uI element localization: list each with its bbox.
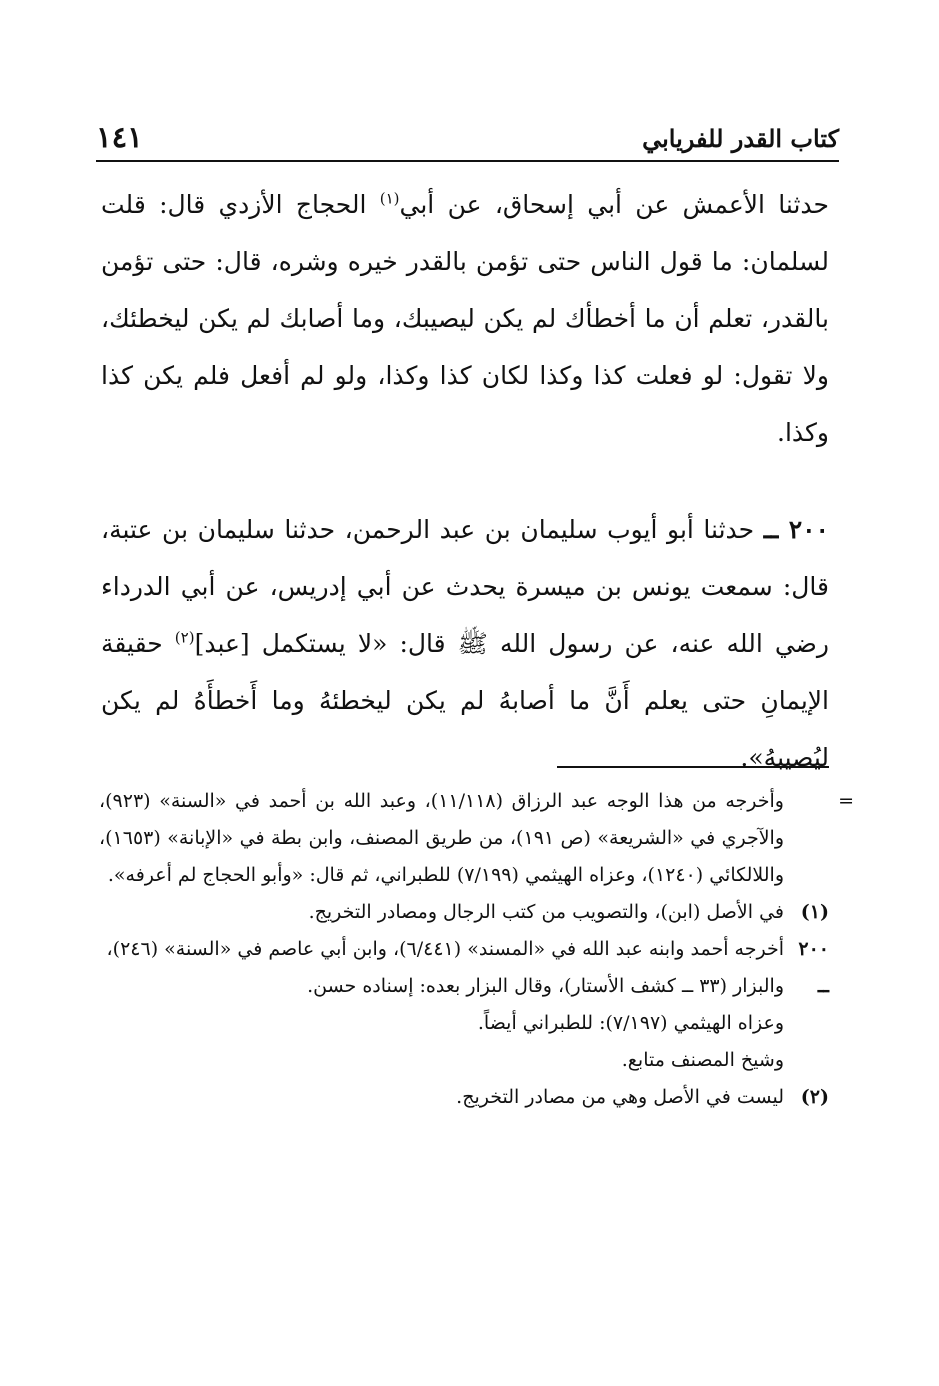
paragraph-200-text-a: حدثنا أبو أيوب سليمان بن عبد الرحمن، حدثنا سليمان بن عتبة، قال: سمعت يونس بن ميسرة يحدث عن أبي إدريس، عن أبي الدرداء رضي الله عنه، عن رسول الله ﷺ قال: «لا يستكمل [عبد] (101, 515, 829, 658)
footnote-200-line-3: وشيخ المصنف متابع. (621, 1049, 784, 1071)
footnote-continuation-text: وأخرجه من هذا الوجه عبد الرزاق (١١/١١٨)، وعبد الله بن أحمد في «السنة» (٩٢٣)، والآجري في «الشريعة» (ص ١٩١)، من طريق المصنف، وابن بطة في «الإبانة» (١٦٥٣)، واللالكائي (١٢٤٠)، وعزاه الهيثمي (٧/١٩٩) للطبراني، ثم قال: «وأبو الحجاج لم أعرفه». (99, 790, 784, 886)
footnote-200-text: أخرجه أحمد وابنه عبد الله في «المسند» (٦/٤٤١)، وابن أبي عاصم في «السنة» (٢٤٦)، والبزار (٣٣ ــ كشف الأستار)، وقال البزار بعده: إسناده حسن. (106, 938, 784, 997)
page-number: ١٤١ (96, 120, 143, 154)
header-divider (96, 160, 839, 162)
footnote-2 (99, 1079, 829, 1116)
footnote-1 (99, 894, 829, 931)
footnote-continuation (99, 783, 854, 894)
footnote-2-label: (٢) (800, 1086, 829, 1108)
hadith-number: ٢٠٠ ــ (763, 515, 829, 544)
main-text (101, 176, 829, 786)
paragraph-1-text-b: الحجاج الأزدي قال: قلت لسلمان: ما قول الناس حتى تؤمن بالقدر خيره وشره، قال: حتى تؤمن بالقدر، تعلم أن ما أخطأك لم يكن ليصيبك، وما أصابك لم يكن ليخطئك، ولا تقول: لو فعلت كذا وكذا لكان كذا وكذا، ولو لم أفعل فلم يكن كذا وكذا. (101, 190, 829, 447)
paragraph-1-text-a: حدثنا الأعمش عن أبي إسحاق، عن أبي (399, 190, 829, 219)
paragraph-200-text-b: حقيقة الإيمانِ حتى يعلم أَنَّ ما أصابهُ لم يكن ليخطئهُ وما أَخطأَهُ لم يكن ليُصيبهُ». (101, 629, 829, 772)
footnote-200-line-2: وعزاه الهيثمي (٧/١٩٧): للطبراني أيضاً. (477, 1012, 784, 1034)
continuation-mark: = (838, 790, 854, 812)
paragraph-gap (101, 461, 829, 501)
footnote-1-label: (١) (800, 901, 829, 923)
running-title: كتاب القدر للفريابي (642, 124, 839, 153)
footnote-divider (557, 766, 829, 768)
footnote-ref-2: (٢) (174, 628, 195, 647)
footnote-ref-1: (١) (379, 189, 400, 208)
footnote-200 (99, 931, 829, 1005)
footnote-200-label: ٢٠٠ ــ (798, 938, 829, 997)
paragraph-1 (101, 176, 829, 461)
footnote-1-text: في الأصل (ابن)، والتصويب من كتب الرجال ومصادر التخريج. (308, 901, 784, 923)
paragraph-200 (101, 501, 829, 786)
page-header (96, 118, 839, 158)
footnotes (99, 783, 854, 1116)
footnote-2-text: ليست في الأصل وهي من مصادر التخريج. (456, 1086, 784, 1108)
